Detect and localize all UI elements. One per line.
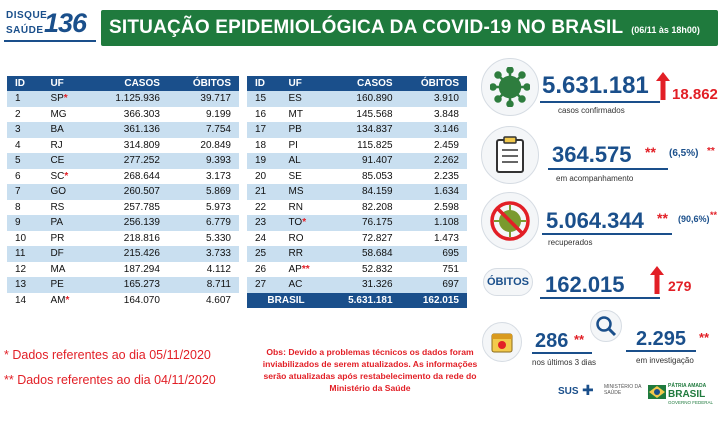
- table-row: [247, 107, 467, 123]
- table-row: [7, 231, 239, 247]
- recovered-circle: [481, 192, 539, 250]
- last3days-marker: **: [574, 332, 585, 347]
- cell-uf: [36, 184, 87, 200]
- col-header-id: ID: [247, 76, 275, 91]
- table-row: [247, 169, 467, 185]
- cell-id: 24: [247, 231, 275, 247]
- cell-casos: 165.273: [87, 277, 168, 293]
- uf-code: MS: [288, 186, 304, 198]
- uf-code: AL: [288, 155, 301, 167]
- confirmed-value: 5.631.181: [542, 72, 649, 99]
- uf-code: RN: [288, 201, 303, 213]
- table-row: [247, 200, 467, 216]
- table-body-left: [7, 91, 239, 308]
- monitoring-value: 364.575: [552, 142, 632, 167]
- cell-id: 1: [7, 91, 36, 107]
- cell-obitos: 3.173: [168, 169, 239, 185]
- table-row: [247, 184, 467, 200]
- cell-uf: [36, 246, 87, 262]
- cell-obitos: 20.849: [168, 138, 239, 154]
- monitoring-underline: [548, 168, 668, 170]
- disque-saude-logo: [4, 8, 98, 42]
- cell-id: 14: [7, 293, 36, 309]
- col-header-casos: CASOS: [87, 76, 168, 91]
- footnote-marker: *: [63, 93, 68, 105]
- cell-id: 5: [7, 153, 36, 169]
- footnote-two-star: ** Dados referentes ao dia 04/11/2020: [4, 373, 216, 387]
- cell-obitos: 3.733: [168, 246, 239, 262]
- last3days-value: 286: [535, 330, 569, 352]
- table-row: [7, 215, 239, 231]
- cell-obitos: 3.848: [401, 107, 467, 123]
- cell-uf: [275, 262, 326, 278]
- uf-code: RS: [50, 201, 65, 213]
- table-row: [247, 215, 467, 231]
- cell-uf: [275, 246, 326, 262]
- cell-id: 27: [247, 277, 275, 293]
- cell-uf: [275, 91, 326, 107]
- cell-id: 15: [247, 91, 275, 107]
- cell-id: 2: [7, 107, 36, 123]
- cell-uf: [275, 153, 326, 169]
- cell-casos: 91.407: [325, 153, 401, 169]
- table-row: [7, 184, 239, 200]
- cell-casos: 1.125.936: [87, 91, 168, 107]
- footnote-marker: *: [64, 170, 69, 182]
- footnote-one-star: * Dados referentes ao dia 05/11/2020: [4, 348, 211, 362]
- cell-casos: 314.809: [87, 138, 168, 154]
- col-header-obitos: ÓBITOS: [168, 76, 239, 91]
- cell-obitos: 39.717: [168, 91, 239, 107]
- table-row: [247, 231, 467, 247]
- col-header-casos: CASOS: [325, 76, 401, 91]
- cell-id: 11: [7, 246, 36, 262]
- cell-casos: 72.827: [325, 231, 401, 247]
- states-table-right: [247, 76, 467, 308]
- cell-id: 6: [7, 169, 36, 185]
- footer-logos: [558, 380, 718, 410]
- cell-uf: [275, 138, 326, 154]
- cell-obitos: 3.146: [401, 122, 467, 138]
- table-row: [7, 277, 239, 293]
- uf-code: AP: [288, 263, 302, 275]
- uf-code: GO: [50, 186, 66, 198]
- cell-casos: 31.326: [325, 277, 401, 293]
- cell-uf: [36, 215, 87, 231]
- table-row: [7, 246, 239, 262]
- table-row: [247, 91, 467, 107]
- last3days-circle: [482, 322, 522, 362]
- table-row: [7, 122, 239, 138]
- arrow-up-icon: [656, 72, 670, 100]
- uf-code: PA: [50, 217, 64, 229]
- cell-obitos: 6.779: [168, 215, 239, 231]
- footnote-marker: *: [302, 217, 307, 229]
- cell-uf: [275, 215, 326, 231]
- uf-code: RJ: [50, 139, 63, 151]
- confirmed-circle: [481, 58, 539, 116]
- cell-obitos: 4.112: [168, 262, 239, 278]
- uf-code: SE: [288, 170, 302, 182]
- cell-id: 4: [7, 138, 36, 154]
- cell-id: 22: [247, 200, 275, 216]
- cell-uf: [275, 200, 326, 216]
- table-row: [247, 246, 467, 262]
- uf-code: PE: [50, 279, 64, 291]
- cell-obitos: 5.330: [168, 231, 239, 247]
- cell-id: 18: [247, 138, 275, 154]
- cell-obitos: 751: [401, 262, 467, 278]
- uf-code: AM: [50, 294, 66, 306]
- cell-id: 12: [7, 262, 36, 278]
- uf-code: CE: [50, 155, 65, 167]
- table-row: [7, 262, 239, 278]
- cell-id: 20: [247, 169, 275, 185]
- cell-casos: 164.070: [87, 293, 168, 309]
- cell-uf: [36, 277, 87, 293]
- cell-casos: 277.252: [87, 153, 168, 169]
- cell-casos: 52.832: [325, 262, 401, 278]
- cell-casos: 134.837: [325, 122, 401, 138]
- recovered-percent: (90,6%): [678, 214, 710, 224]
- cell-id: 26: [247, 262, 275, 278]
- investigation-marker: **: [699, 330, 710, 345]
- uf-code: ES: [288, 93, 302, 105]
- cell-uf: [36, 91, 87, 107]
- cell-casos: 257.785: [87, 200, 168, 216]
- table-header-row: [247, 76, 467, 91]
- deaths-pill: ÓBITOS: [483, 268, 533, 296]
- uf-code: SC: [50, 170, 65, 182]
- last3days-underline: [532, 352, 592, 354]
- cell-id: 25: [247, 246, 275, 262]
- cell-id: 17: [247, 122, 275, 138]
- cell-uf: [36, 200, 87, 216]
- cell-id: 13: [7, 277, 36, 293]
- cell-uf: [275, 231, 326, 247]
- investigation-circle: [590, 310, 622, 342]
- table-row: [247, 153, 467, 169]
- col-header-obitos: ÓBITOS: [401, 76, 467, 91]
- cell-uf: [36, 262, 87, 278]
- recovered-label: recuperados: [548, 238, 593, 247]
- table-header-row: [7, 76, 239, 91]
- brazil-flag-icon: [648, 385, 666, 399]
- monitoring-percent: (6,5%): [669, 148, 699, 159]
- cell-obitos: 2.598: [401, 200, 467, 216]
- cell-id: 8: [7, 200, 36, 216]
- uf-code: RR: [288, 248, 303, 260]
- deaths-value: 162.015: [545, 272, 625, 297]
- monitoring-percent-marker: **: [707, 146, 715, 157]
- cell-casos: 85.053: [325, 169, 401, 185]
- cell-obitos: 9.199: [168, 107, 239, 123]
- cell-casos: 82.208: [325, 200, 401, 216]
- cell-casos: 366.303: [87, 107, 168, 123]
- cell-casos: 361.136: [87, 122, 168, 138]
- uf-code: MG: [50, 108, 67, 120]
- cell-uf: [36, 138, 87, 154]
- calendar-icon: [490, 330, 514, 354]
- cell-casos: 215.426: [87, 246, 168, 262]
- ministerio-label: MINISTÉRIO DA SAÚDE: [604, 384, 642, 396]
- uf-code: RO: [288, 232, 304, 244]
- last3days-label: nos últimos 3 dias: [532, 358, 597, 367]
- uf-code: DF: [50, 248, 64, 260]
- states-table-left: [7, 76, 239, 308]
- col-header-uf: UF: [36, 76, 87, 91]
- cell-obitos: 9.393: [168, 153, 239, 169]
- cell-casos: 58.684: [325, 246, 401, 262]
- monitoring-marker: **: [645, 144, 656, 160]
- table-row: [247, 138, 467, 154]
- uf-code: TO: [288, 217, 303, 229]
- uf-code: MA: [50, 263, 66, 275]
- deaths-increase: 279: [668, 278, 692, 294]
- cell-uf: [36, 107, 87, 123]
- cell-casos: 160.890: [325, 91, 401, 107]
- observation-note: Obs: Devido a problemas técnicos os dados foram inviabilizados de serem atualizados. As informações serão atualizadas após restabelecimento da rede do Ministério da Saúde: [262, 347, 478, 393]
- cell-casos: 115.825: [325, 138, 401, 154]
- cell-obitos: 2.262: [401, 153, 467, 169]
- total-casos: 5.631.181: [325, 293, 401, 309]
- cell-obitos: 4.607: [168, 293, 239, 309]
- table-row: [7, 200, 239, 216]
- table-row: [7, 169, 239, 185]
- uf-code: PI: [288, 139, 298, 151]
- cell-id: 16: [247, 107, 275, 123]
- cell-uf: [275, 184, 326, 200]
- confirmed-label: casos confirmados: [558, 106, 625, 115]
- patria-amada-label: PÁTRIA AMADA: [668, 383, 707, 389]
- cell-casos: 145.568: [325, 107, 401, 123]
- cell-obitos: 2.459: [401, 138, 467, 154]
- cell-uf: [275, 107, 326, 123]
- uf-code: AC: [288, 279, 303, 291]
- cell-obitos: 5.973: [168, 200, 239, 216]
- cell-uf: [36, 122, 87, 138]
- cell-casos: 256.139: [87, 215, 168, 231]
- cell-obitos: 1.634: [401, 184, 467, 200]
- cell-obitos: 1.108: [401, 215, 467, 231]
- cell-obitos: 3.910: [401, 91, 467, 107]
- cell-id: 10: [7, 231, 36, 247]
- clipboard-icon: [495, 136, 525, 174]
- footnote-marker: *: [65, 294, 70, 306]
- table-body-right: [247, 91, 467, 293]
- logo-line2: SAÚDE: [6, 25, 44, 36]
- investigation-label: em investigação: [636, 356, 694, 365]
- cell-uf: [36, 293, 87, 309]
- magnifier-icon: [595, 315, 617, 337]
- monitoring-circle: [481, 126, 539, 184]
- uf-code: MT: [288, 108, 303, 120]
- confirmed-increase: 18.862: [672, 86, 718, 103]
- cell-uf: [275, 169, 326, 185]
- cell-casos: 84.159: [325, 184, 401, 200]
- uf-code: PR: [50, 232, 65, 244]
- table-row: [247, 122, 467, 138]
- cell-uf: [36, 169, 87, 185]
- cell-obitos: 695: [401, 246, 467, 262]
- cell-id: 7: [7, 184, 36, 200]
- table-row: [247, 262, 467, 278]
- sus-plus-icon: ✚: [582, 382, 594, 398]
- col-header-id: ID: [7, 76, 36, 91]
- cell-id: 9: [7, 215, 36, 231]
- table-row: [247, 277, 467, 293]
- cell-uf: [36, 231, 87, 247]
- cell-casos: 218.816: [87, 231, 168, 247]
- recovered-percent-marker: **: [710, 210, 718, 220]
- table-row: [7, 91, 239, 107]
- virus-crossed-icon: [488, 199, 532, 243]
- deaths-underline: [540, 297, 660, 299]
- cell-obitos: 7.754: [168, 122, 239, 138]
- recovered-marker: **: [657, 210, 668, 226]
- logo-line1: DISQUE: [6, 10, 48, 21]
- total-row: [247, 293, 467, 309]
- virus-icon: [490, 67, 530, 107]
- cell-uf: [275, 122, 326, 138]
- investigation-value: 2.295: [636, 328, 687, 350]
- cell-casos: 76.175: [325, 215, 401, 231]
- col-header-uf: UF: [275, 76, 326, 91]
- recovered-underline: [542, 233, 672, 235]
- cell-id: 23: [247, 215, 275, 231]
- uf-code: PB: [288, 124, 302, 136]
- table-row: [7, 107, 239, 123]
- brasil-label: BRASIL: [668, 389, 706, 400]
- total-label: BRASIL: [247, 293, 325, 309]
- investigation-underline: [626, 350, 696, 352]
- cell-id: 3: [7, 122, 36, 138]
- cell-uf: [36, 153, 87, 169]
- page-title: SITUAÇÃO EPIDEMIOLÓGICA DA COVID-19 NO BRASIL: [109, 17, 624, 38]
- confirmed-underline: [540, 101, 660, 103]
- logo-number: 136: [44, 8, 87, 38]
- cell-id: 19: [247, 153, 275, 169]
- total-obitos: 162.015: [401, 293, 467, 309]
- governo-federal-label: GOVERNO FEDERAL: [668, 400, 714, 405]
- cell-obitos: 8.711: [168, 277, 239, 293]
- page-date: (06/11 às 18h00): [631, 25, 700, 35]
- cell-obitos: 2.235: [401, 169, 467, 185]
- footnote-marker: **: [301, 263, 310, 275]
- cell-casos: 260.507: [87, 184, 168, 200]
- cell-id: 21: [247, 184, 275, 200]
- uf-code: BA: [50, 124, 64, 136]
- cell-casos: 268.644: [87, 169, 168, 185]
- logo-underline: [4, 40, 96, 42]
- table-row: [7, 138, 239, 154]
- table-row: [7, 293, 239, 309]
- cell-obitos: 697: [401, 277, 467, 293]
- title-bar: [101, 10, 718, 46]
- cell-casos: 187.294: [87, 262, 168, 278]
- monitoring-label: em acompanhamento: [556, 174, 634, 183]
- arrow-up-icon: [650, 266, 664, 294]
- uf-code: SP: [50, 93, 64, 105]
- cell-obitos: 5.869: [168, 184, 239, 200]
- recovered-value: 5.064.344: [546, 208, 644, 233]
- table-row: [7, 153, 239, 169]
- cell-obitos: 1.473: [401, 231, 467, 247]
- cell-uf: [275, 277, 326, 293]
- sus-logo: SUS: [558, 386, 579, 397]
